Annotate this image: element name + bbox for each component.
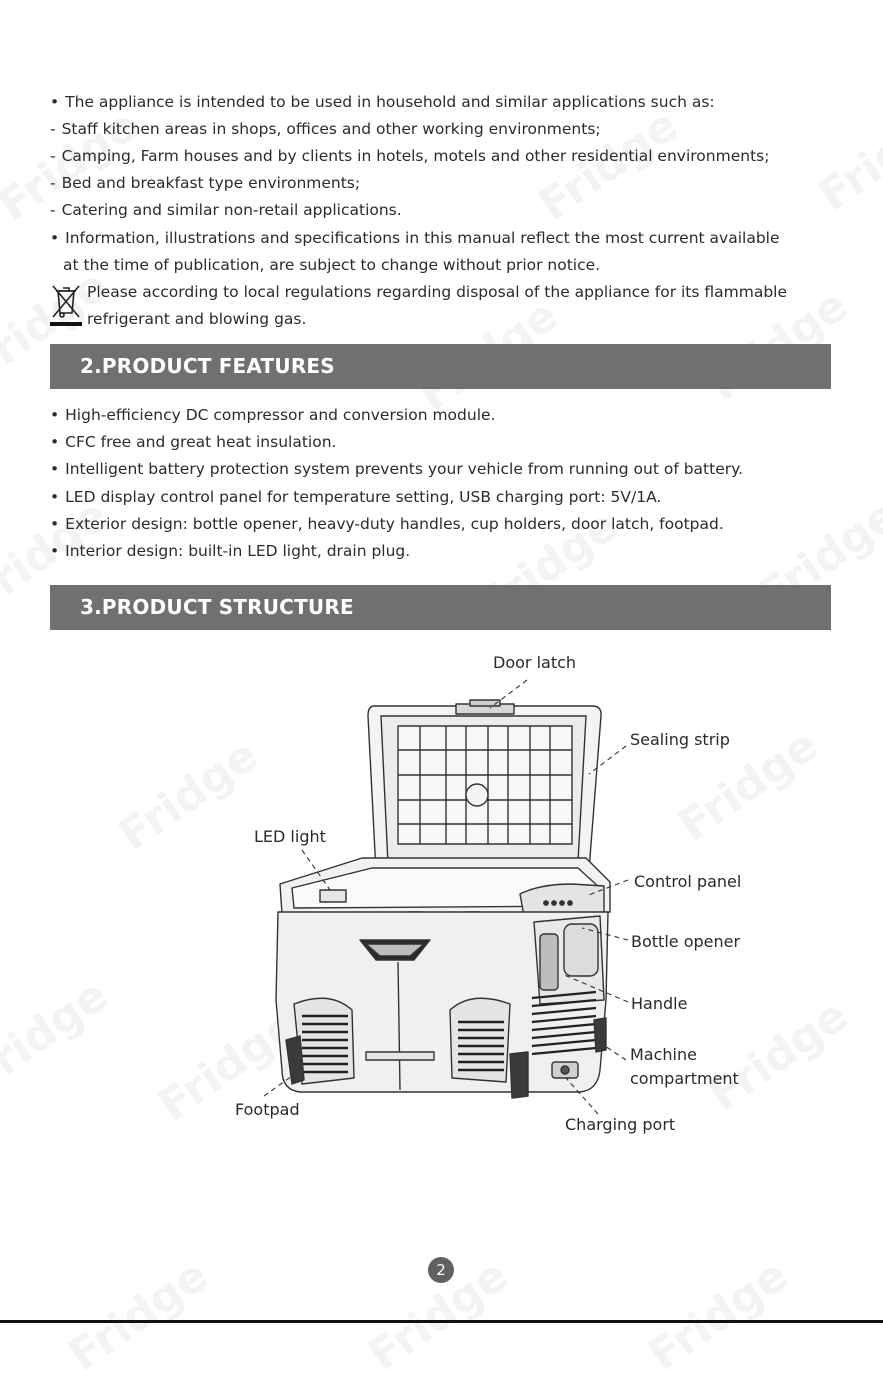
usage-item: - Bed and breakfast type environments;	[50, 174, 361, 192]
dash: -	[50, 147, 56, 165]
feature-item: • High-efficiency DC compressor and conversion module.	[50, 406, 496, 424]
label-handle: Handle	[631, 994, 688, 1013]
bullet: •	[50, 406, 60, 424]
info-line: • Information, illustrations and specifications in this manual reflect the most current available	[50, 229, 780, 247]
label-bottle-opener: Bottle opener	[631, 932, 741, 951]
dash: -	[50, 174, 56, 192]
bottom-rule	[0, 1320, 883, 1323]
label-charging-port: Charging port	[565, 1115, 676, 1134]
bullet: •	[50, 515, 60, 533]
dash: -	[50, 201, 56, 219]
feature-item: • CFC free and great heat insulation.	[50, 433, 337, 451]
disposal-line-continued: refrigerant and blowing gas.	[87, 310, 307, 328]
label-footpad: Footpad	[235, 1100, 300, 1119]
label-machine-compartment: Machine compartment	[630, 1045, 739, 1088]
bullet: •	[50, 542, 60, 560]
bullet: •	[50, 93, 60, 111]
label-door-latch: Door latch	[493, 653, 577, 672]
info-line-continued: at the time of publication, are subject to change without prior notice.	[63, 256, 601, 274]
bullet: •	[50, 488, 60, 506]
bullet: •	[50, 229, 60, 247]
feature-item: • Interior design: built-in LED light, drain plug.	[50, 542, 411, 560]
feature-item: • Exterior design: bottle opener, heavy-duty handles, cup holders, door latch, footpad.	[50, 515, 724, 533]
bullet: •	[50, 460, 60, 478]
feature-item: • Intelligent battery protection system prevents your vehicle from running out of battery.	[50, 460, 743, 478]
label-led-light: LED light	[254, 827, 326, 846]
bullet: •	[50, 433, 60, 451]
disposal-line: Please according to local regulations regarding disposal of the appliance for its flammable	[87, 283, 788, 301]
section-title: 3.PRODUCT STRUCTURE	[80, 595, 354, 619]
usage-item: - Camping, Farm houses and by clients in hotels, motels and other residential environments;	[50, 147, 770, 165]
feature-item: • LED display control panel for temperature setting, USB charging port: 5V/1A.	[50, 488, 662, 506]
label-sealing-strip: Sealing strip	[630, 730, 730, 749]
usage-item: - Staff kitchen areas in shops, offices and other working environments;	[50, 120, 601, 138]
dash: -	[50, 120, 56, 138]
usage-intro: • The appliance is intended to be used in household and similar applications such as:	[50, 93, 715, 111]
page-number-badge: 2	[428, 1257, 454, 1283]
usage-item: - Catering and similar non-retail applications.	[50, 201, 402, 219]
label-control-panel: Control panel	[634, 872, 742, 891]
section-title: 2.PRODUCT FEATURES	[80, 354, 335, 378]
